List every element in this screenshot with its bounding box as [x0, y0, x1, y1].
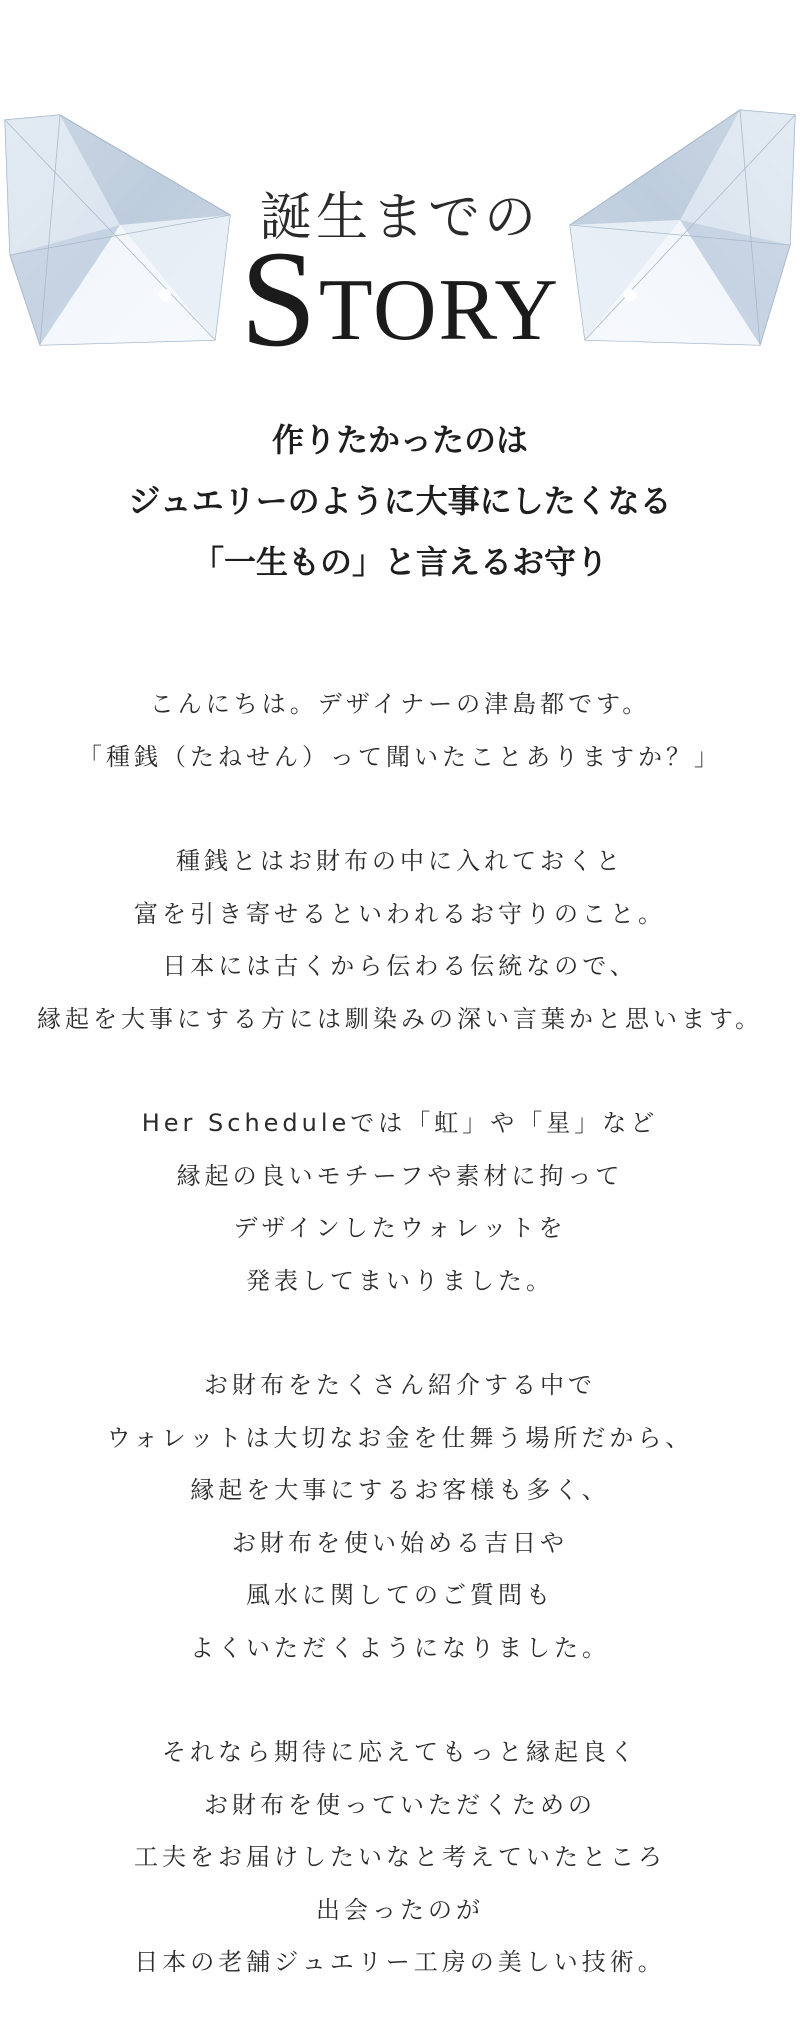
story-header [0, 0, 800, 380]
lead-heading [0, 410, 800, 593]
story-line: こんにちは。デザイナーの津島都です。 [149, 690, 651, 718]
story-line: 縁起を大事にするお客様も多く、 [190, 1476, 610, 1504]
story-title-initial: S [240, 222, 319, 375]
story-title-rest: TORY [318, 262, 560, 359]
story-line: 縁起を大事にする方には馴染みの深い言葉かと思います。 [36, 1004, 764, 1033]
story-body [0, 678, 800, 1989]
story-line: お財布をたくさん紹介する中で [204, 1371, 596, 1399]
story-line: デザインしたウォレットを [233, 1214, 567, 1242]
lead-line: ジュエリーのように大事にしたくなる [128, 482, 672, 520]
lead-line: 「一生もの」と言えるお守り [191, 543, 608, 581]
story-paragraph [0, 1359, 800, 1674]
story-line: 風水に関してのご質問も [246, 1581, 554, 1609]
story-paragraph [0, 835, 800, 1045]
story-paragraph [0, 1097, 800, 1307]
story-line: 工夫をお届けしたいなと考えていたところ [134, 1843, 666, 1871]
story-line: 日本の老舗ジュエリー工房の美しい技術。 [134, 1948, 666, 1976]
story-line: お財布を使っていただくための [204, 1790, 596, 1819]
story-line: Her Scheduleでは「虹」や「星」など [141, 1109, 659, 1137]
story-paragraph [0, 678, 800, 783]
story-line: 出会ったのが [316, 1895, 484, 1924]
story-paragraph [0, 1726, 800, 1989]
story-line: 富を引き寄せるといわれるお守りのこと。 [134, 899, 666, 928]
story-subtitle: 誕生までの [259, 188, 540, 248]
story-line: 日本には古くから伝わる伝統なので、 [162, 952, 638, 980]
story-line: 縁起の良いモチーフや素材に拘って [176, 1161, 624, 1190]
story-line: 発表してまいりました。 [246, 1266, 554, 1295]
story-line: よくいただくようになりました。 [190, 1633, 610, 1662]
story-line: 種銭とはお財布の中に入れておくと [176, 847, 624, 875]
story-line: ウォレットは大切なお金を仕舞う場所だから、 [106, 1423, 694, 1452]
lead-line: 作りたかったのは [271, 421, 528, 459]
story-line: 「種銭（たねせん）って聞いたことありますか？」 [78, 742, 722, 771]
story-title [0, 222, 800, 375]
story-line: それなら期待に応えてもっと縁起良く [162, 1738, 638, 1766]
story-line: お財布を使い始める吉日や [232, 1528, 568, 1557]
